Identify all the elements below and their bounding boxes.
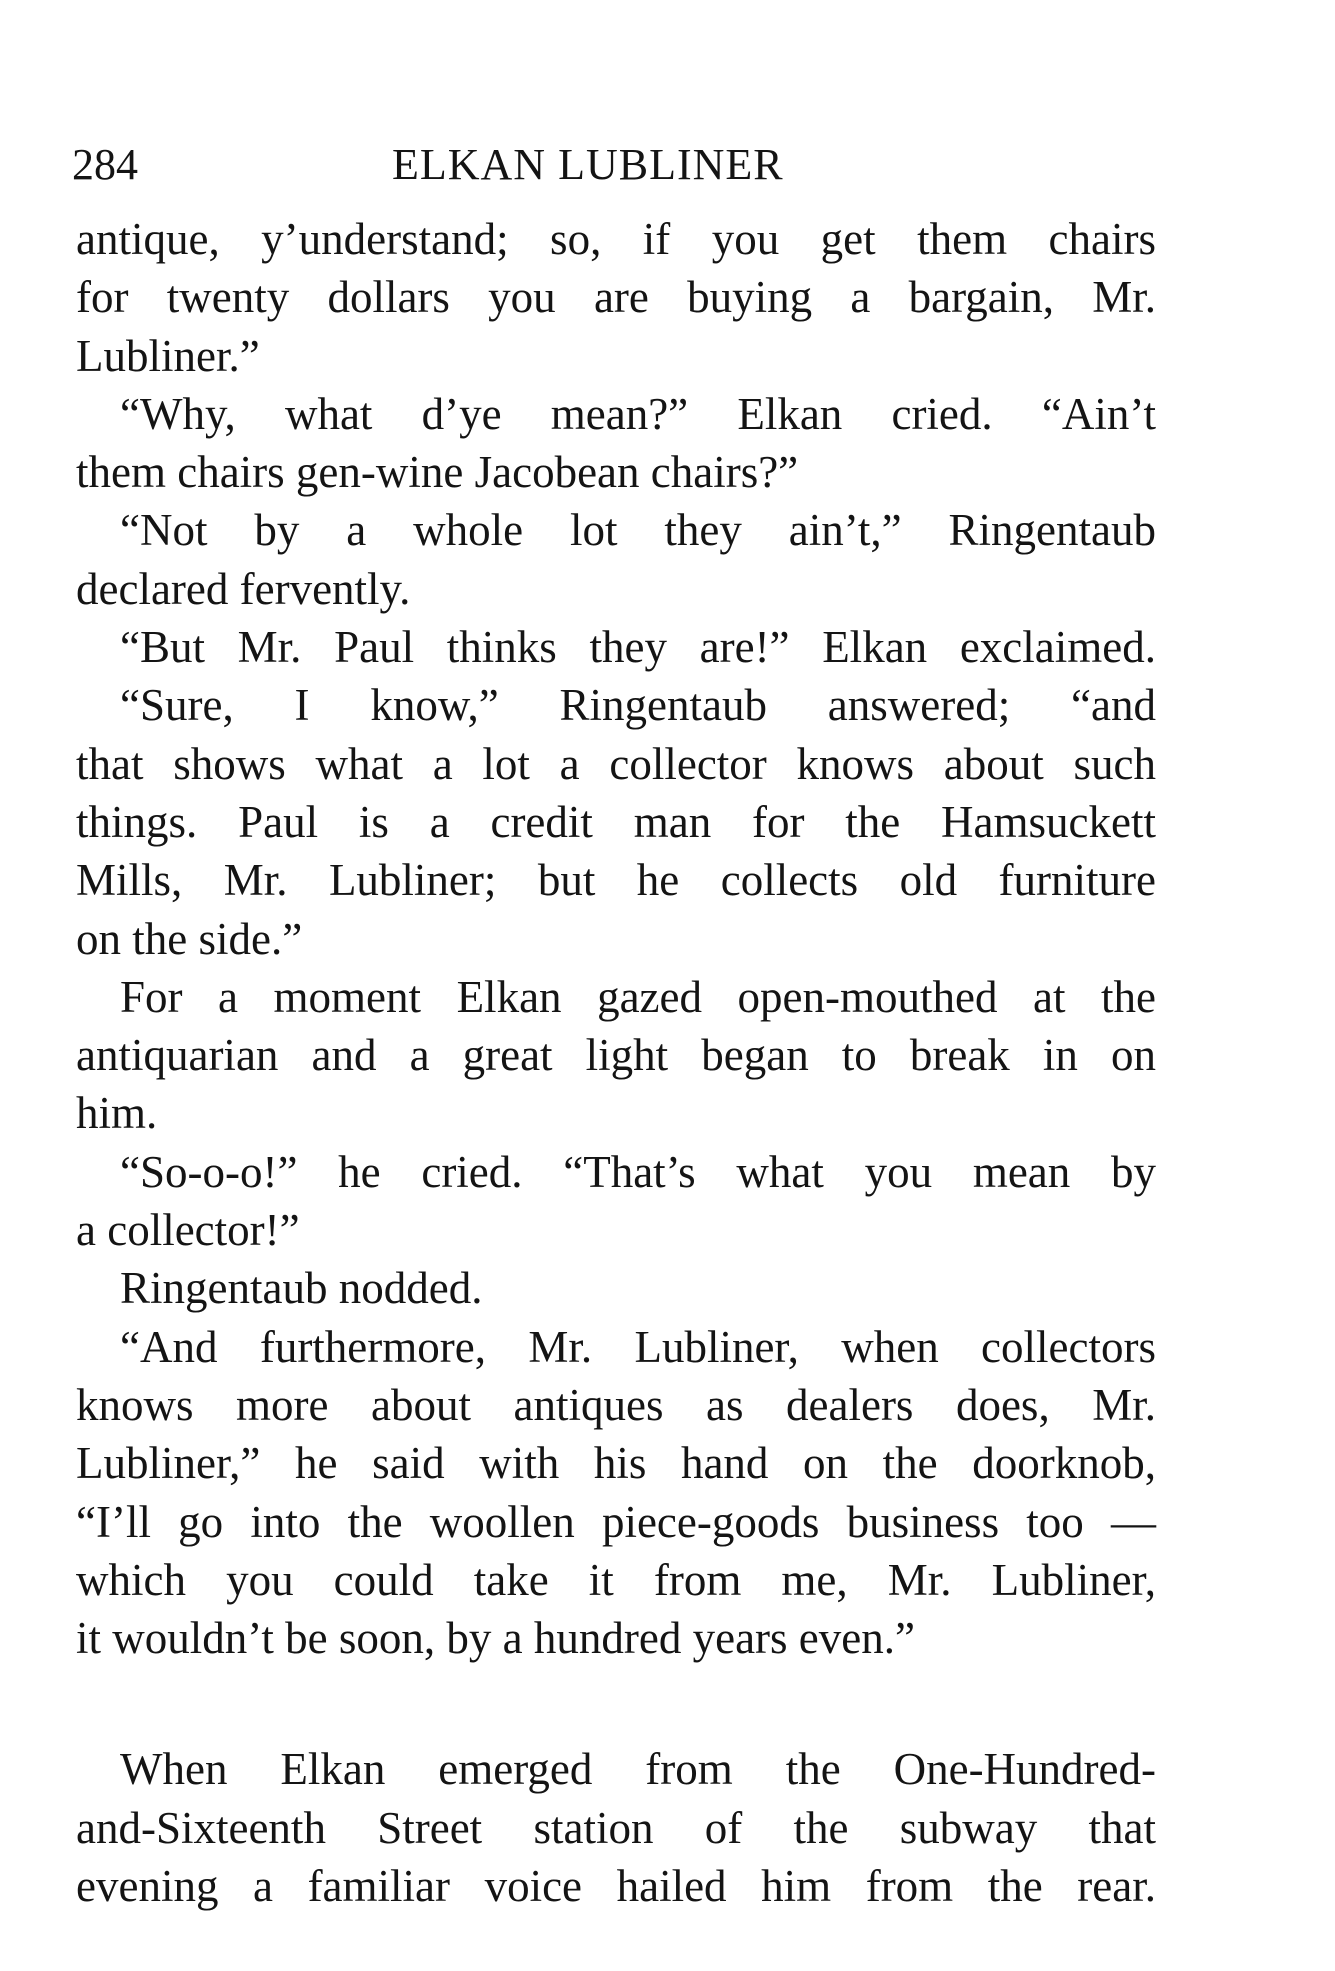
text-line: When Elkan emerged from the One-Hundred-	[120, 1744, 1156, 1795]
section-break	[76, 1667, 1156, 1740]
text-line: it wouldn’t be soon, by a hundred years even.”	[76, 1613, 915, 1664]
text-line: Lubliner,” he said with his hand on the doorknob,	[76, 1438, 1156, 1489]
text-line: “I’ll go into the woollen piece-goods business too —	[76, 1496, 1156, 1547]
body-text	[76, 210, 1156, 1915]
text-line: antiquarian and a great light began to break in on	[76, 1030, 1156, 1081]
text-line: “Why, what d’ye mean?” Elkan cried. “Ain’t	[120, 388, 1156, 439]
text-line: that shows what a lot a collector knows about such	[76, 738, 1156, 789]
text-line: for twenty dollars you are buying a bargain, Mr.	[76, 272, 1156, 323]
text-line: antique, y’understand; so, if you get them chairs	[76, 214, 1156, 264]
text-line: which you could take it from me, Mr. Lubliner,	[76, 1554, 1156, 1605]
running-title: ELKAN LUBLINER	[392, 140, 784, 189]
text-line: on the side.”	[76, 913, 303, 964]
text-line: “Sure, I know,” Ringentaub answered; “and	[120, 680, 1156, 731]
text-line: and-Sixteenth Street station of the subway that	[76, 1802, 1156, 1853]
text-line: “But Mr. Paul thinks they are!” Elkan exclaimed.	[120, 622, 1156, 673]
text-line: Lubliner.”	[76, 330, 260, 381]
text-line: evening a familiar voice hailed him from the rear.	[76, 1861, 1156, 1912]
text-line: things. Paul is a credit man for the Hamsuckett	[76, 796, 1156, 847]
text-line: For a moment Elkan gazed open-mouthed at the	[120, 971, 1156, 1022]
text-line: declared fervently.	[76, 563, 411, 614]
text-line: them chairs gen-wine Jacobean chairs?”	[76, 447, 799, 498]
text-line: knows more about antiques as dealers does, Mr.	[76, 1379, 1156, 1430]
text-line: “Not by a whole lot they ain’t,” Ringentaub	[120, 505, 1156, 556]
page-number: 284	[72, 140, 138, 189]
text-line: a collector!”	[76, 1205, 300, 1256]
text-line: “And furthermore, Mr. Lubliner, when collectors	[120, 1321, 1156, 1372]
text-line: Ringentaub nodded.	[120, 1263, 483, 1314]
text-line: “So-o-o!” he cried. “That’s what you mean by	[120, 1146, 1156, 1197]
page-header	[72, 140, 1162, 190]
text-line: him.	[76, 1088, 158, 1139]
text-line: Mills, Mr. Lubliner; but he collects old furniture	[76, 855, 1156, 906]
